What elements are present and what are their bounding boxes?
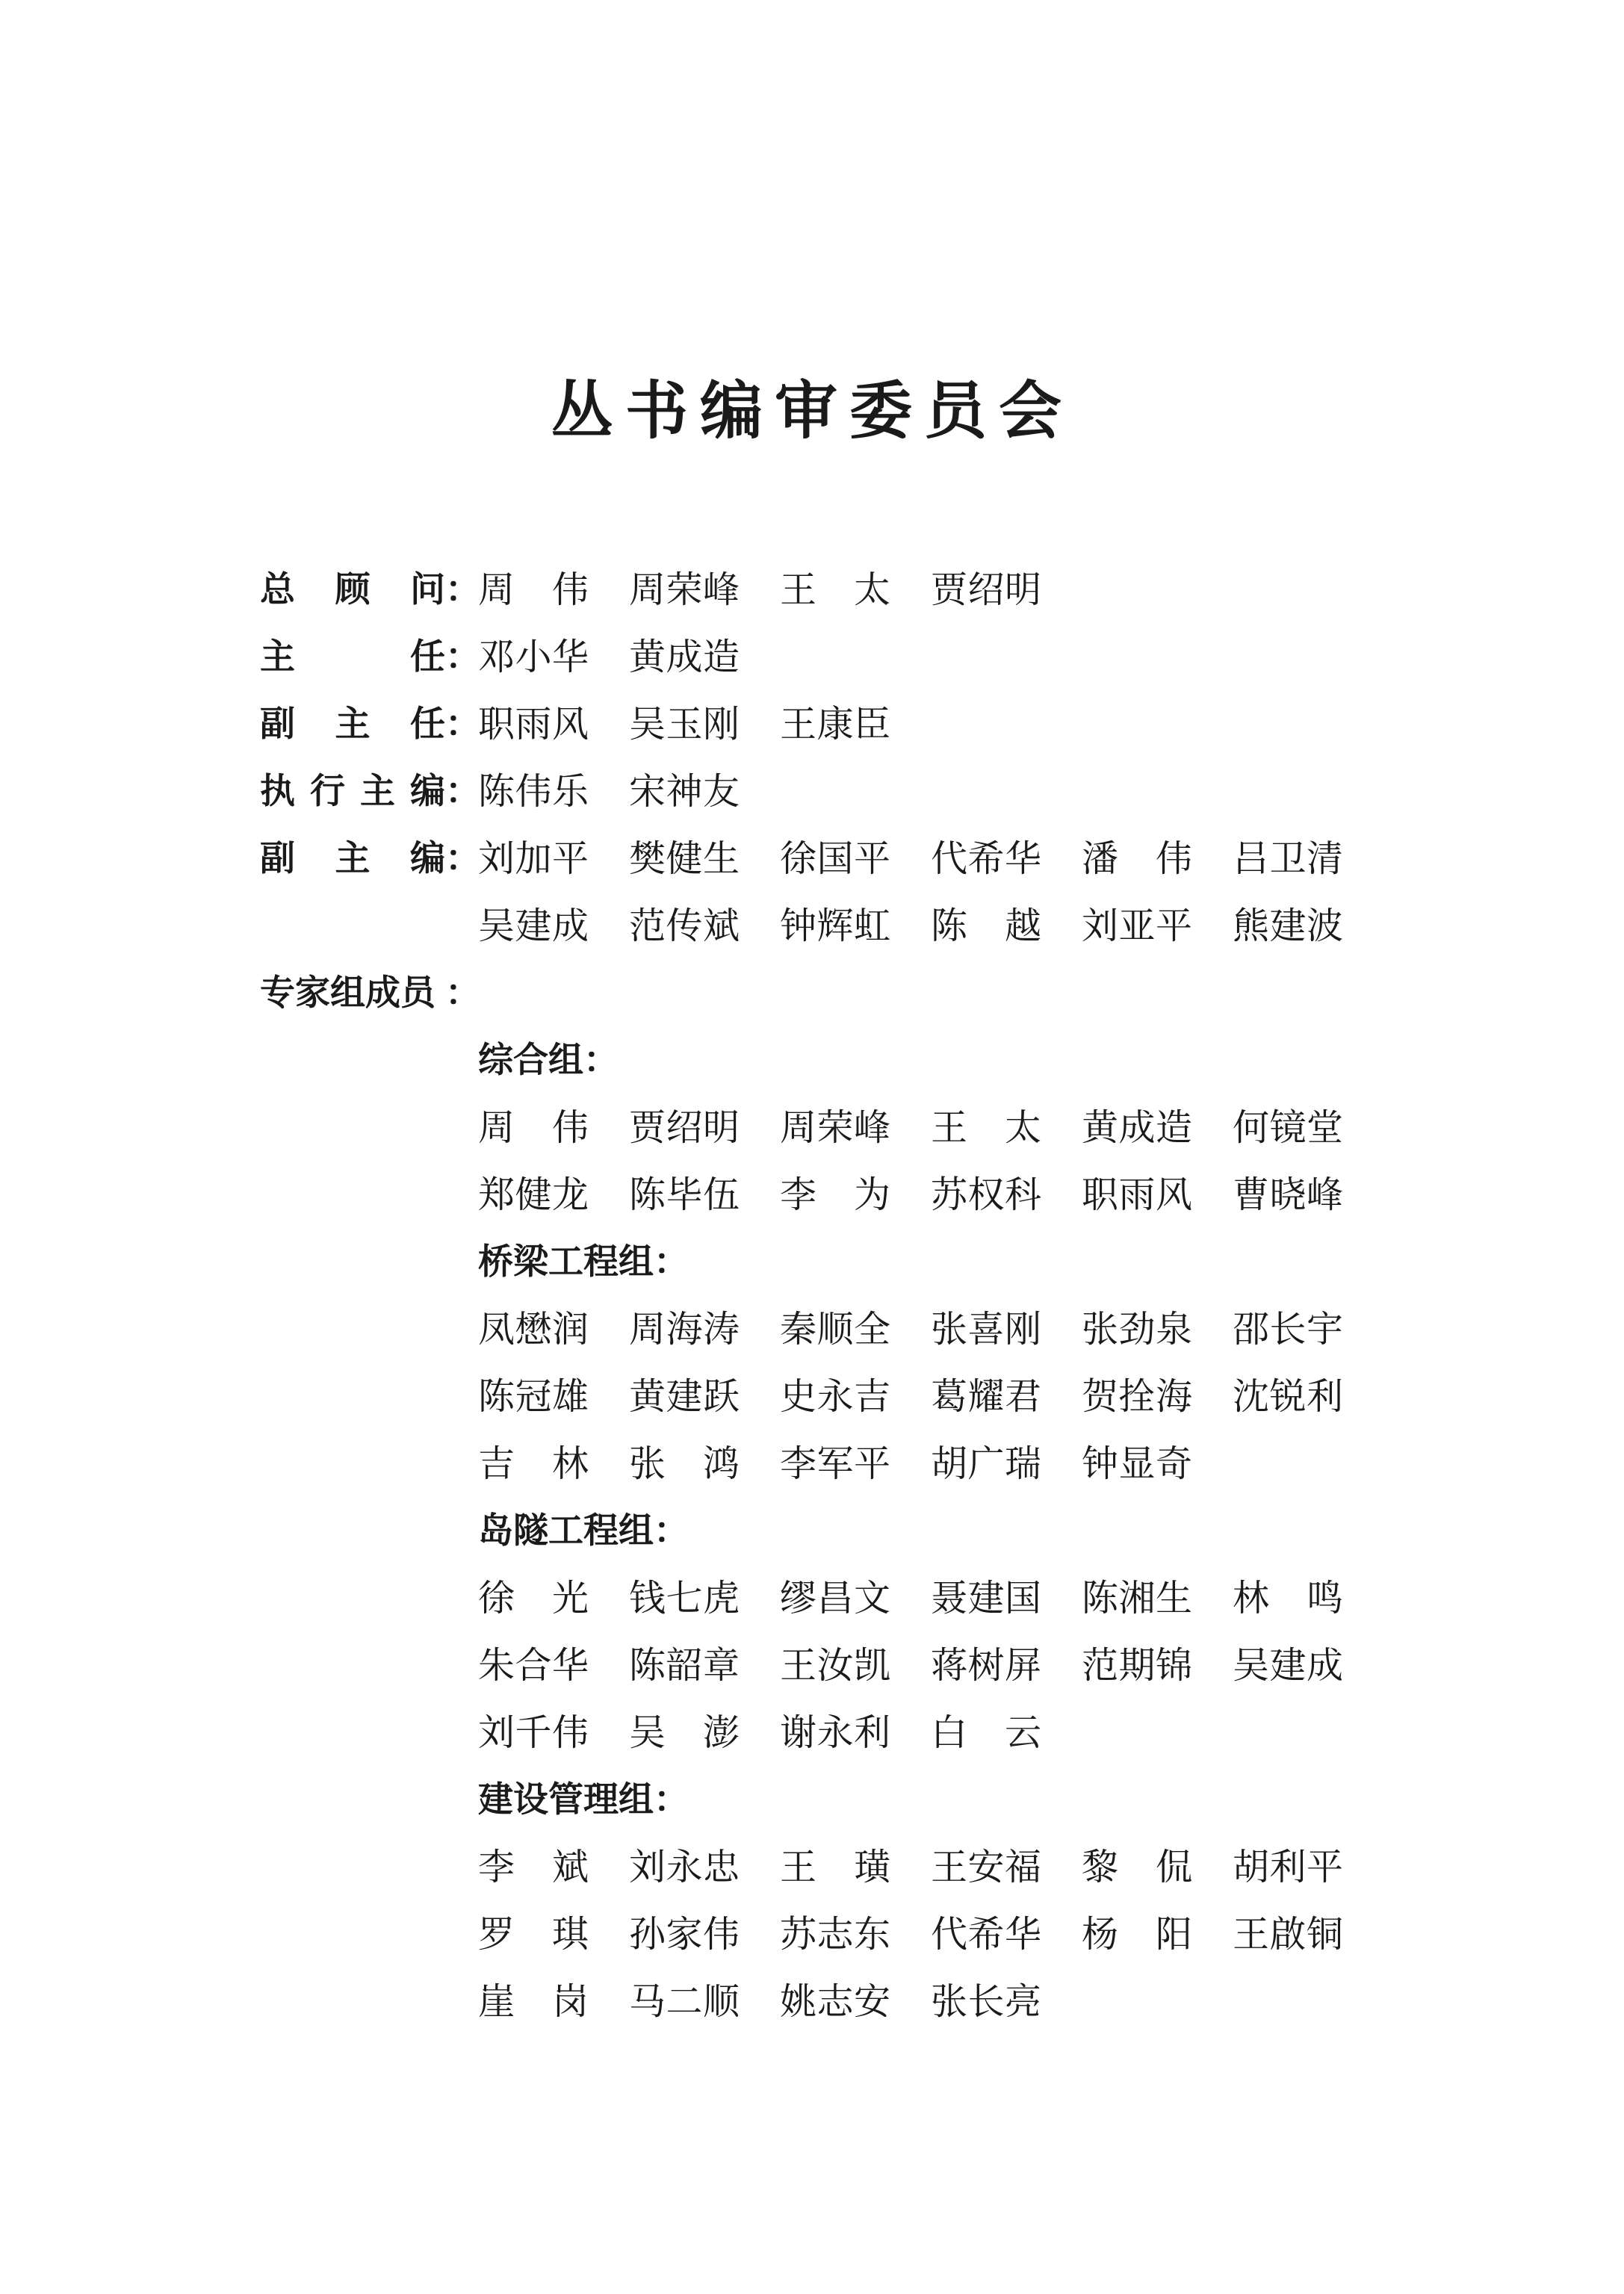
member-name: 陈 伟 乐 — [478, 770, 589, 813]
member-name: 罗 琪 — [478, 1913, 589, 1956]
member-name: 贾 绍 明 — [629, 1106, 740, 1149]
member-name: 胡 广 瑞 — [931, 1442, 1041, 1485]
names-row — [0, 893, 1624, 960]
member-name: 胡 利 平 — [1233, 1846, 1343, 1888]
member-name: 吴 建 成 — [1233, 1644, 1343, 1687]
member-name: 陈 冠 雄 — [478, 1375, 589, 1418]
member-name: 刘 永 忠 — [629, 1846, 740, 1888]
names-row — [0, 1834, 1624, 1901]
member-name: 吴 玉 刚 — [629, 703, 740, 745]
member-name: 葛 耀 君 — [931, 1375, 1041, 1418]
member-name: 徐 光 — [478, 1577, 589, 1619]
member-name: 张 长 亮 — [931, 1980, 1041, 2023]
member-name: 凤 懋 润 — [478, 1308, 589, 1351]
member-name: 李 斌 — [478, 1846, 589, 1888]
expert-row — [0, 960, 1624, 1027]
group-name: 综合组 — [478, 1040, 583, 1081]
member-name: 何 镜 堂 — [1233, 1106, 1343, 1149]
label-colon: ： — [445, 771, 480, 812]
member-name: 王 汝 凯 — [780, 1644, 890, 1687]
role-label: 主 任 — [260, 636, 445, 678]
group-heading — [478, 1027, 619, 1094]
member-name: 苏 权 科 — [931, 1174, 1041, 1216]
member-name: 谢 永 利 — [780, 1711, 890, 1754]
group-name: 建设管理组 — [478, 1779, 654, 1820]
names-row — [0, 1430, 1624, 1498]
member-name: 贺 拴 海 — [1082, 1375, 1192, 1418]
member-name: 陈 湘 生 — [1082, 1577, 1192, 1619]
member-name: 郑 健 龙 — [478, 1174, 589, 1216]
member-name: 代 希 华 — [931, 837, 1041, 880]
member-name: 林 鸣 — [1233, 1577, 1343, 1619]
label-colon: ： — [445, 636, 480, 678]
names-row — [0, 1632, 1624, 1699]
role-row — [0, 557, 1624, 624]
role-row — [0, 691, 1624, 758]
names-row — [0, 1699, 1624, 1767]
member-name: 邓 小 华 — [478, 636, 589, 678]
member-name: 樊 健 生 — [629, 837, 740, 880]
member-name: 史 永 吉 — [780, 1375, 890, 1418]
member-name: 周 荣 峰 — [629, 568, 740, 611]
member-name: 秦 顺 全 — [780, 1308, 890, 1351]
member-name: 钟 显 奇 — [1082, 1442, 1192, 1485]
group-colon: ： — [654, 1510, 689, 1551]
label-colon: ： — [445, 704, 480, 745]
member-name: 周 伟 — [478, 1106, 589, 1149]
member-name: 张 喜 刚 — [931, 1308, 1041, 1351]
member-name: 沈 锐 利 — [1233, 1375, 1343, 1418]
group-heading — [478, 1229, 689, 1296]
member-name: 聂 建 国 — [931, 1577, 1041, 1619]
names-row — [0, 1968, 1624, 2036]
member-name: 白 云 — [931, 1711, 1041, 1754]
member-name: 黎 侃 — [1082, 1846, 1192, 1888]
group-colon: ： — [654, 1241, 689, 1283]
member-name: 吴 澎 — [629, 1711, 740, 1754]
member-name: 王 康 臣 — [780, 703, 890, 745]
role-label: 总 顾 问 — [260, 569, 445, 610]
group-heading — [478, 1498, 689, 1565]
member-name: 代 希 华 — [931, 1913, 1041, 1956]
member-name: 张 鸿 — [629, 1442, 740, 1485]
member-name: 苏 志 东 — [780, 1913, 890, 1956]
member-name: 吴 建 成 — [478, 905, 589, 947]
member-name: 钱 七 虎 — [629, 1577, 740, 1619]
member-name: 刘 亚 平 — [1082, 905, 1192, 947]
member-name: 徐 国 平 — [780, 837, 890, 880]
role-label: 副 主 任 — [260, 704, 445, 745]
member-name: 宋 神 友 — [629, 770, 740, 813]
label-colon: ： — [445, 569, 480, 610]
page-title: 丛书编审委员会 — [550, 374, 1073, 447]
group-name: 桥梁工程组 — [478, 1241, 654, 1283]
member-name: 吉 林 — [478, 1442, 589, 1485]
group-heading — [478, 1767, 689, 1834]
role-label: 执 行 主 编 — [260, 771, 445, 812]
label-colon: ： — [445, 973, 480, 1014]
member-name: 贾 绍 明 — [931, 568, 1041, 611]
member-name: 缪 昌 文 — [780, 1577, 890, 1619]
member-name: 职 雨 风 — [1082, 1174, 1192, 1216]
member-name: 周 伟 — [478, 568, 589, 611]
member-name: 刘 千 伟 — [478, 1711, 589, 1754]
member-name: 吕 卫 清 — [1233, 837, 1343, 880]
member-name: 潘 伟 — [1082, 837, 1192, 880]
member-name: 王 安 福 — [931, 1846, 1041, 1888]
label-colon: ： — [445, 838, 480, 879]
member-name: 杨 阳 — [1082, 1913, 1192, 1956]
role-row — [0, 825, 1624, 893]
expert-label: 专家组成员 — [260, 973, 436, 1014]
member-name: 李 为 — [780, 1174, 890, 1216]
member-name: 周 荣 峰 — [780, 1106, 890, 1149]
names-row — [0, 1296, 1624, 1363]
member-name: 熊 建 波 — [1233, 905, 1343, 947]
member-name: 陈 越 — [931, 905, 1041, 947]
member-name: 曹 晓 峰 — [1233, 1174, 1343, 1216]
member-name: 范 传 斌 — [629, 905, 740, 947]
role-label: 副 主 编 — [260, 838, 445, 879]
member-name: 张 劲 泉 — [1082, 1308, 1192, 1351]
member-name: 蒋 树 屏 — [931, 1644, 1041, 1687]
member-name: 黄 成 造 — [1082, 1106, 1192, 1149]
member-name: 职 雨 风 — [478, 703, 589, 745]
member-name: 范 期 锦 — [1082, 1644, 1192, 1687]
member-name: 马 二 顺 — [629, 1980, 740, 2023]
member-name: 周 海 涛 — [629, 1308, 740, 1351]
role-row — [0, 624, 1624, 691]
group-name: 岛隧工程组 — [478, 1510, 654, 1551]
member-name: 王 太 — [780, 568, 890, 611]
member-name: 孙 家 伟 — [629, 1913, 740, 1956]
names-row — [0, 1565, 1624, 1632]
member-name: 邵 长 宇 — [1233, 1308, 1343, 1351]
member-name: 黄 成 造 — [629, 636, 740, 678]
group-colon: ： — [583, 1040, 619, 1081]
names-row — [0, 1901, 1624, 1968]
member-name: 李 军 平 — [780, 1442, 890, 1485]
member-name: 陈 毕 伍 — [629, 1174, 740, 1216]
member-name: 黄 建 跃 — [629, 1375, 740, 1418]
member-name: 王 啟 铜 — [1233, 1913, 1343, 1956]
group-colon: ： — [654, 1779, 689, 1820]
names-row — [0, 1094, 1624, 1162]
names-row — [0, 1363, 1624, 1430]
names-row — [0, 1162, 1624, 1229]
member-name: 姚 志 安 — [780, 1980, 890, 2023]
member-name: 朱 合 华 — [478, 1644, 589, 1687]
member-name: 崖 岗 — [478, 1980, 589, 2023]
member-name: 王 太 — [931, 1106, 1041, 1149]
member-name: 陈 韶 章 — [629, 1644, 740, 1687]
member-name: 刘 加 平 — [478, 837, 589, 880]
member-name: 钟 辉 虹 — [780, 905, 890, 947]
member-name: 王 璜 — [780, 1846, 890, 1888]
role-row — [0, 758, 1624, 825]
